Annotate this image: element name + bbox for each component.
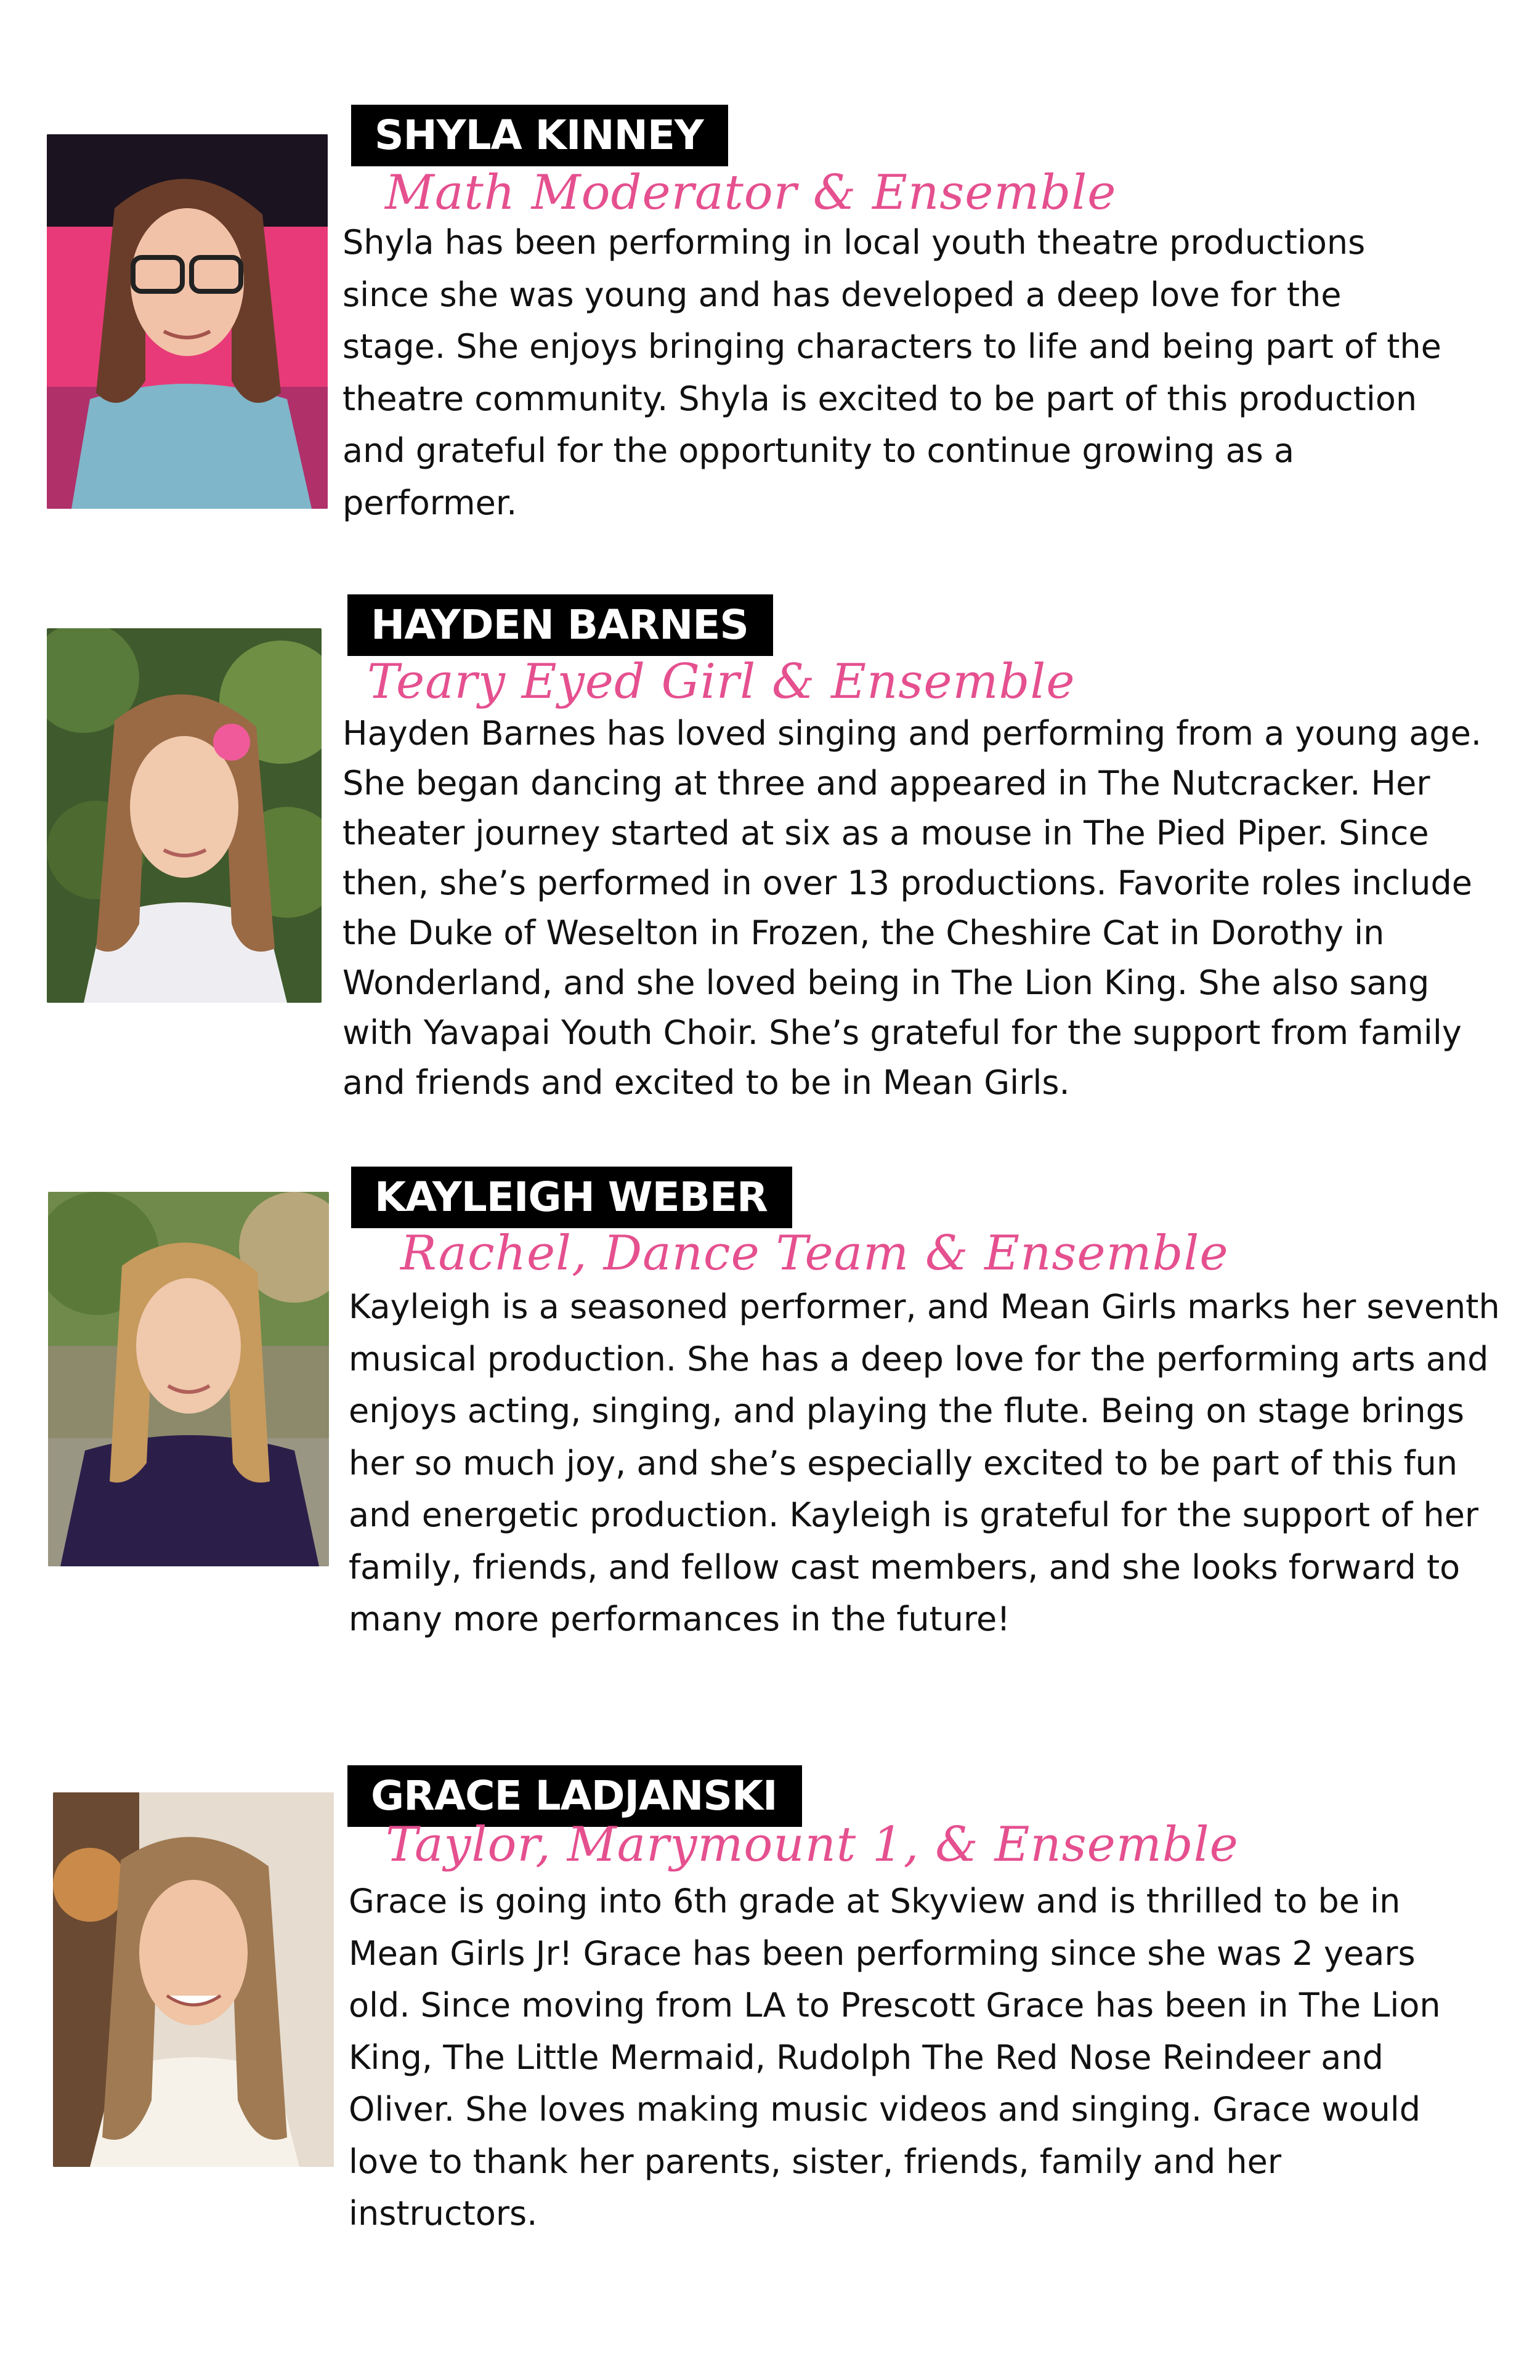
performer-role: Math Moderator & Ensemble [385, 165, 1117, 221]
performer-role: Teary Eyed Girl & Ensemble [367, 654, 1076, 710]
performer-role: Taylor, Marymount 1, & Ensemble [386, 1817, 1239, 1872]
performer-name: HAYDEN BARNES [347, 594, 773, 656]
performer-bio-text: Shyla has been performing in local youth theatre productions since she was young and has developed a deep love for the stage. She enjoys bringing characters to life and being part of the theatre community. Shyla is excited to be part of this production and grateful for the opportunity to continue growing as a performer. [342, 223, 1441, 522]
performer-bio-text: Grace is going into 6th grade at Skyview and is thrilled to be in Mean Girls Jr! Grace has been performing since she was 2 years old. Since moving from LA to Prescott Grace has been in The Lion King, The Little Mermaid, Rudolph The Red Nose Reindeer and Oliver. She loves making music videos and singing. Grace would love to thank her parents, sister, friends, family and her instructors. [349, 1882, 1441, 2233]
performer-name: KAYLEIGH WEBER [351, 1167, 792, 1228]
headshot-photo [47, 628, 322, 1003]
performer-name: GRACE LADJANSKI [347, 1765, 802, 1827]
performer-name: SHYLA KINNEY [351, 105, 728, 166]
headshot-photo [48, 1192, 329, 1566]
headshot-photo [53, 1792, 334, 2167]
performer-bio-text: Hayden Barnes has loved singing and performing from a young age. She began dancing at three and appeared in The Nutcracker. Her theater journey started at six as a mouse in The Pied Piper. Since then, she’s performed in over 13 productions. Favorite roles include the Duke of Weselton in Frozen, the Cheshire Cat in Dorothy in Wonderland, and she loved being in The Lion King. She also sang with Yavapai Youth Choir. She’s grateful for the support from family and friends and excited to be in Mean Girls. [342, 714, 1482, 1102]
performer-role: Rachel, Dance Team & Ensemble [400, 1226, 1229, 1281]
headshot-photo [47, 134, 328, 509]
performer-bio-text: Kayleigh is a seasoned performer, and Mean Girls marks her seventh musical production. She has a deep love for the performing arts and enjoys acting, singing, and playing the flute. Being on stage brings her so much joy, and she’s especially excited to be part of this fun and energetic production. Kayleigh is grateful for the support of her family, friends, and fellow cast members, and she looks forward to many more performances in the future! [349, 1287, 1500, 1638]
